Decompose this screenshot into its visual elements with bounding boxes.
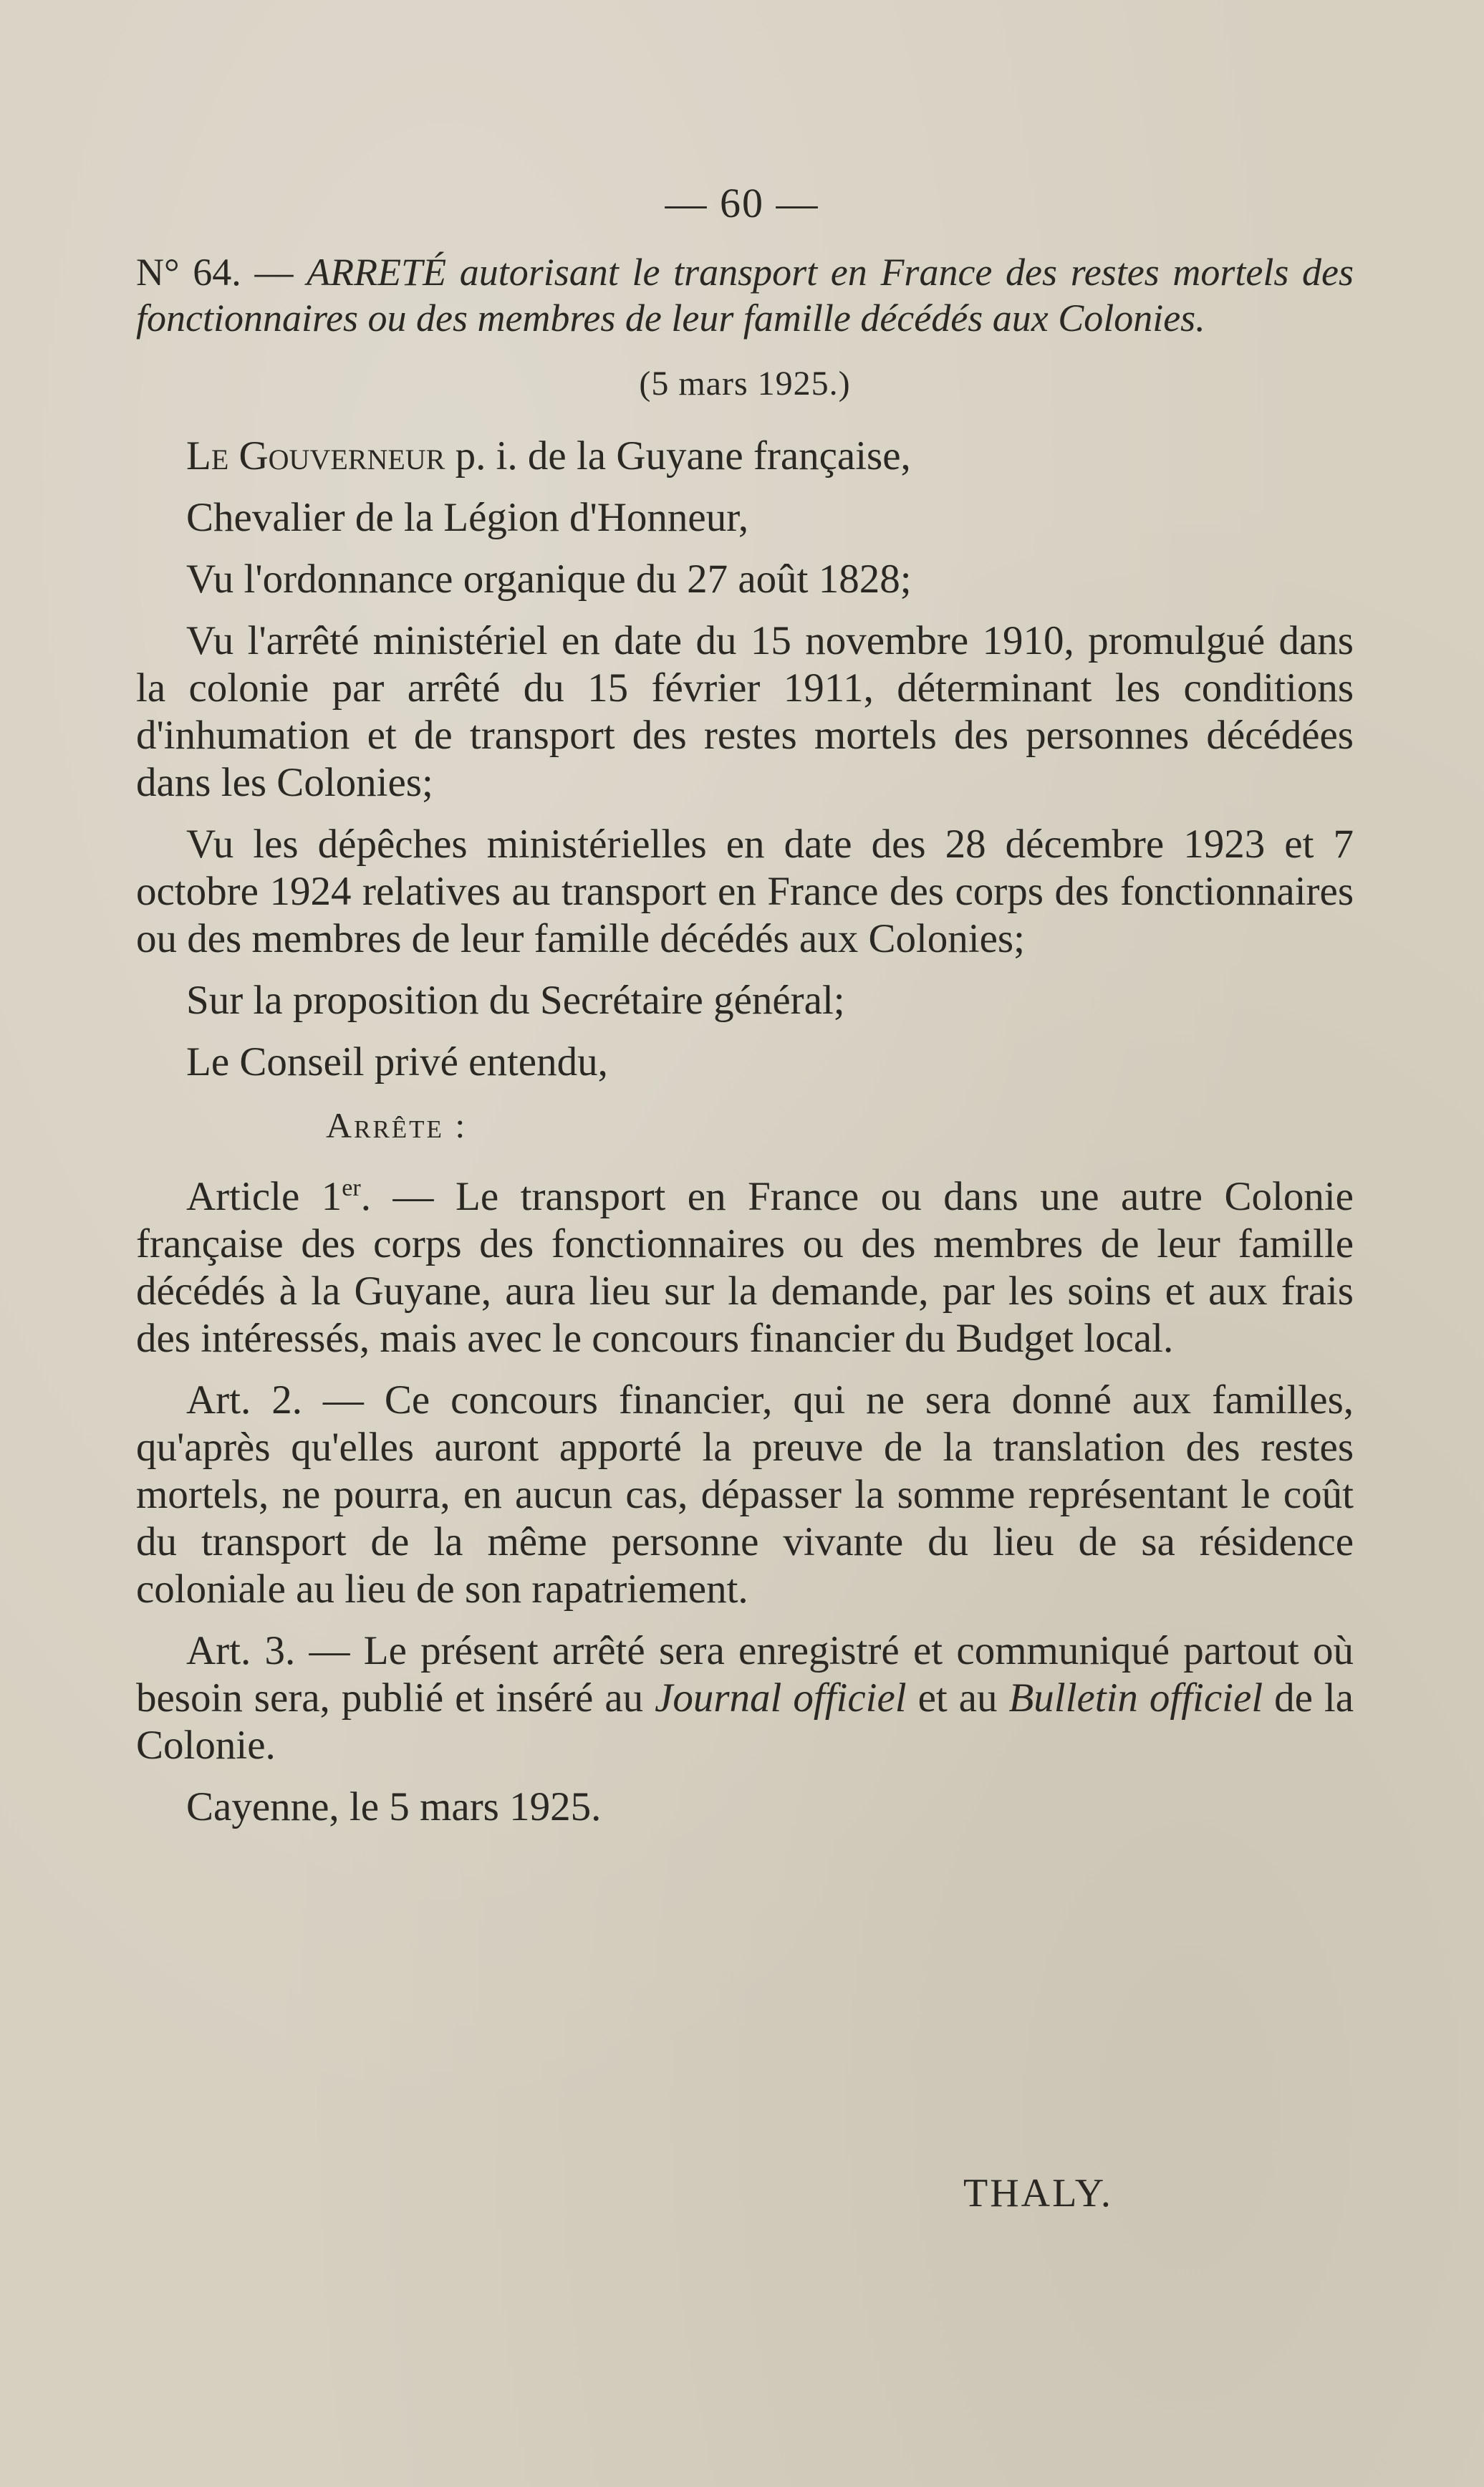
article-1-label: Article 1 [186,1174,342,1219]
vu-ordonnance: Vu l'ordonnance organique du 27 août 1828; [186,557,912,602]
arrete-label: Arrête : [326,1105,468,1145]
place-date: Cayenne, le 5 mars 1925. [186,1784,602,1829]
article-2: Art. 2. — Ce concours financier, qui ne sera donné aux familles, qu'après qu'elles auront apporté la preuve de la translation des restes mortels, ne pourra, en aucun cas, dépasser la somme représentant le coût du transport de la même personne vivante du lieu de sa résidence coloniale au lieu de son rapatriement. [136,1377,1354,1612]
governor-title: Le Gouverneur [186,433,445,478]
decree-title: ARRETÉ autorisant le transport en France des restes mortels des fonctionnaires ou des membres de leur famille décédés aux Colonies. [136,251,1354,340]
article-1-text: . — Le transport en France ou dans une autre Colonie française des corps des fonctionnaires ou des membres de leur famille décédés à la Guyane, aura lieu sur la demande, par les soins et aux frais des intéressés, mais avec le concours financier du Budget local. [136,1174,1354,1361]
document-body [136,249,1354,1831]
article-3-text-b: et au [906,1675,1009,1721]
decree-heading [136,249,1354,341]
governor-line [136,433,1354,480]
vu-depeches: Vu les dépêches ministérielles en date des 28 décembre 1923 et 7 octobre 1924 relatives au transport en France des corps des fonctionnaires ou des membres de leur famille décédés aux Colonies; [136,822,1354,961]
article-3 [136,1627,1354,1769]
bulletin-officiel: Bulletin officiel [1008,1675,1263,1721]
journal-officiel: Journal officiel [655,1675,907,1721]
article-3-text-a: Art. 3. — Le présent arrêté sera enregistré et communiqué partout où besoin sera, publié et inséré au [136,1628,1354,1721]
sur-proposition: Sur la proposition du Secrétaire général; [186,978,845,1023]
governor-rest: p. i. de la Guyane française, [445,433,911,478]
conseil-entendu: Le Conseil privé entendu, [186,1039,608,1084]
page-number: — 60 — [665,180,819,226]
chevalier-line: Chevalier de la Légion d'Honneur, [186,495,749,540]
decree-date: (5 mars 1925.) [639,365,851,403]
decree-number: N° 64. [136,251,241,294]
vu-arrete-ministeriel: Vu l'arrêté ministériel en date du 15 novembre 1910, promulgué dans la colonie par arrêté du 15 février 1911, déterminant les conditions d'inhumation et de transport des restes mortels des personnes décédées dans les Colonies; [136,618,1354,805]
signature: THALY. [963,2171,1113,2216]
heading-dash: — [254,251,294,294]
article-1 [136,1173,1354,1362]
article-3-text-c: de la Colonie. [136,1675,1354,1768]
article-1-sup: er [342,1175,361,1201]
